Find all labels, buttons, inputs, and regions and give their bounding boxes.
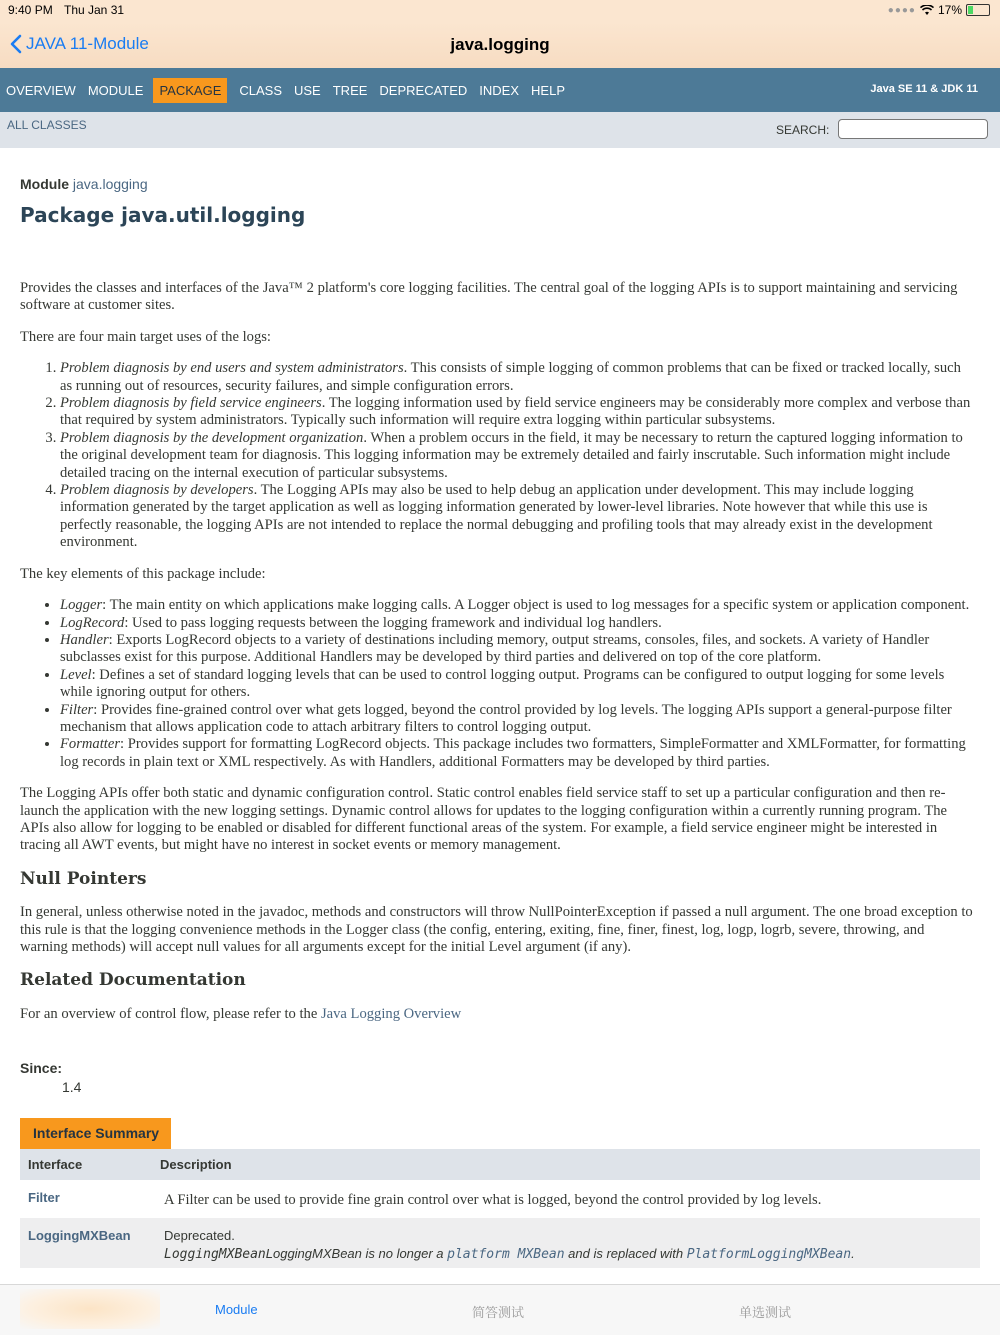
back-label: JAVA 11-Module [26, 34, 149, 53]
wifi-icon [920, 5, 934, 16]
since-value: 1.4 [62, 1079, 82, 1095]
since-block [20, 1060, 81, 1095]
filter-description: A Filter can be used to provide fine grain control over what is logged, beyond the control provided by log levels. [164, 1192, 822, 1208]
since-label: Since: [20, 1060, 63, 1076]
intro-paragraph: Provides the classes and interfaces of the Java™ 2 platform's core logging facilities. The central goal of the logging APIs is to support maintaining and servicing software at customer sites. [20, 280, 958, 314]
signal-icon: ●●●● [887, 4, 916, 16]
tab-bar [0, 1284, 1000, 1335]
about-label: Java SE 11 & JDK 11 [870, 83, 978, 95]
list-item: • Logger: The main entity on which applications make logging calls. A Logger object is used to log messages for a specific system or application component. [60, 597, 975, 614]
nav-help[interactable]: HELP [531, 82, 565, 98]
battery-percent: 17% [937, 3, 962, 17]
uses-intro: There are four main target uses of the logs: [20, 328, 271, 345]
status-right [888, 3, 990, 17]
elements-intro: The key elements of this package include: [20, 565, 266, 582]
tab-single-choice-test[interactable]: 单选测试 [739, 1305, 792, 1320]
nav-tree[interactable]: TREE [332, 82, 368, 98]
battery-icon [966, 4, 990, 16]
related-doc-paragraph: For an overview of control flow, please refer to the Java Logging Overview [20, 1005, 462, 1022]
list-item: 2. Problem diagnosis by field service engineers. The logging information used by field service engineers may be considerably more complex and verbose than that required by system administrators. Typically such information will require extra logging within particular subsystems. [60, 395, 975, 430]
table-row [20, 1180, 980, 1218]
nav-package[interactable]: PACKAGE [153, 78, 227, 103]
package-title: Package java.util.logging [20, 203, 306, 227]
column-header-interface: Interface [28, 1157, 83, 1172]
list-item: • Handler: Exports LogRecord objects to a variety of destinations including memory, output streams, consoles, files, and sockets. A variety of Handler subclasses exist for this purpose. Additional Handlers may be developed by third parties and delivered on top of the core platform. [60, 632, 975, 667]
deprecated-class: LoggingMXBean [164, 1247, 266, 1262]
tab-module[interactable]: Module [215, 1302, 258, 1317]
nav-index[interactable]: INDEX [479, 82, 520, 98]
null-pointers-heading: Null Pointers [20, 868, 147, 889]
search-label: SEARCH: [776, 123, 830, 137]
list-item: • Level: Defines a set of standard logging levels that can be used to control logging output. Programs can be configured to output logging for some levels while ignoring output for others. [60, 667, 975, 702]
list-item: • Filter: Provides fine-grained control over what gets logged, beyond the control provided by log levels. The logging APIs support a general-purpose filter mechanism that allows application code to attach arbitrary filters to control logging output. [60, 702, 975, 737]
module-label: Module [20, 176, 69, 192]
tab-short-answer-test[interactable]: 简答测试 [472, 1305, 525, 1320]
interface-summary [20, 1118, 980, 1268]
summary-caption: Interface Summary [20, 1118, 171, 1149]
search-input[interactable] [838, 119, 988, 139]
list-item: 4. Problem diagnosis by developers. The Logging APIs may also be used to help debug an application under development. This may include logging information generated by the target application as well as logging information generated by lower-level libraries. Note however that while this use is perfectly reasonable, the logging APIs are not intended to replace the normal debugging and profiling tools that may already exist in the development environment. [60, 482, 975, 552]
loggingmxbean-link[interactable]: LoggingMXBean [28, 1228, 131, 1243]
summary-table [20, 1149, 980, 1268]
logging-overview-link[interactable]: Java Logging Overview [320, 1005, 462, 1022]
status-bar [0, 0, 1000, 22]
elements-list [20, 597, 975, 771]
list-item: • Formatter: Provides support for formatting LogRecord objects. This package includes two formatters, SimpleFormatter and XMLFormatter, for formatting log records in plain text or XML respectively. As with Handlers, additional Formatters may be developed by third parties. [60, 736, 975, 771]
nav-use[interactable]: USE [294, 82, 321, 98]
config-paragraph: The Logging APIs offer both static and dynamic configuration control. Static control enables field service staff to set up a particular configuration and then re-launch the application with the new logging settings. Dynamic control allows for updates to the logging configuration within a currently running program. The APIs also allow for logging to be enabled or disabled for different functional areas of the system. For example, a field service engineer might be interested in tracing all AWT events, but might have no interest in socket events or memory management. [20, 785, 948, 854]
status-date: Thu Jan 31 [64, 3, 125, 17]
page-title: java.logging [450, 35, 550, 54]
column-header-description: Description [160, 1157, 232, 1172]
list-item: • LogRecord: Used to pass logging requests between the logging framework and individual log handlers. [60, 615, 975, 632]
platform-logging-mxbean-link[interactable]: PlatformLoggingMXBean [686, 1247, 852, 1262]
loggingmxbean-description: Deprecated. LoggingMXBeanLoggingMXBean is no longer a platform MXBean and is replaced with PlatformLoggingMXBean. [152, 1218, 980, 1268]
nav-overview[interactable]: OVERVIEW [6, 82, 76, 98]
list-item: 3. Problem diagnosis by the development organization. When a problem occurs in the field, it may be necessary to return the captured logging information to the original development team for diagnosis. This logging information may be extremely detailed and fairly inscrutable. Such information might include detailed tracing on the internal execution of particular subsystems. [60, 430, 975, 482]
uses-list [20, 360, 975, 551]
javadoc-top-nav [0, 68, 1000, 112]
deprecated-label: Deprecated. [164, 1228, 235, 1243]
sub-nav [0, 112, 1000, 148]
navigation-bar [0, 22, 1000, 68]
table-row [20, 1218, 980, 1268]
module-line [20, 176, 148, 192]
nav-class[interactable]: CLASS [239, 82, 282, 98]
status-time: 9:40 PM [8, 3, 53, 17]
all-classes-link[interactable]: ALL CLASSES [7, 118, 87, 132]
null-pointers-paragraph: In general, unless otherwise noted in the javadoc, methods and constructors will throw NullPointerException if passed a null argument. The one broad exception to this rule is that the logging convenience methods in the Logger class (the config, entering, exiting, fine, finer, finest, log, logp, logrb, severe, throwing, and warning methods) will accept null values for all arguments except for the initial Level argument (if any). [20, 904, 973, 955]
platform-mxbean-link[interactable]: platform MXBean [447, 1247, 565, 1262]
module-link[interactable]: java.logging [72, 176, 148, 192]
nav-deprecated[interactable]: DEPRECATED [379, 82, 468, 98]
package-description [20, 280, 975, 1037]
filter-link[interactable]: Filter [28, 1190, 60, 1205]
list-item: 1. Problem diagnosis by end users and system administrators. This consists of simple logging of common problems that can be fixed or tracked locally, such as running out of resources, security failures, and simple configuration errors. [60, 360, 975, 395]
tab-highlight [20, 1289, 160, 1329]
nav-module[interactable]: MODULE [87, 82, 144, 98]
related-doc-heading: Related Documentation [20, 970, 246, 991]
